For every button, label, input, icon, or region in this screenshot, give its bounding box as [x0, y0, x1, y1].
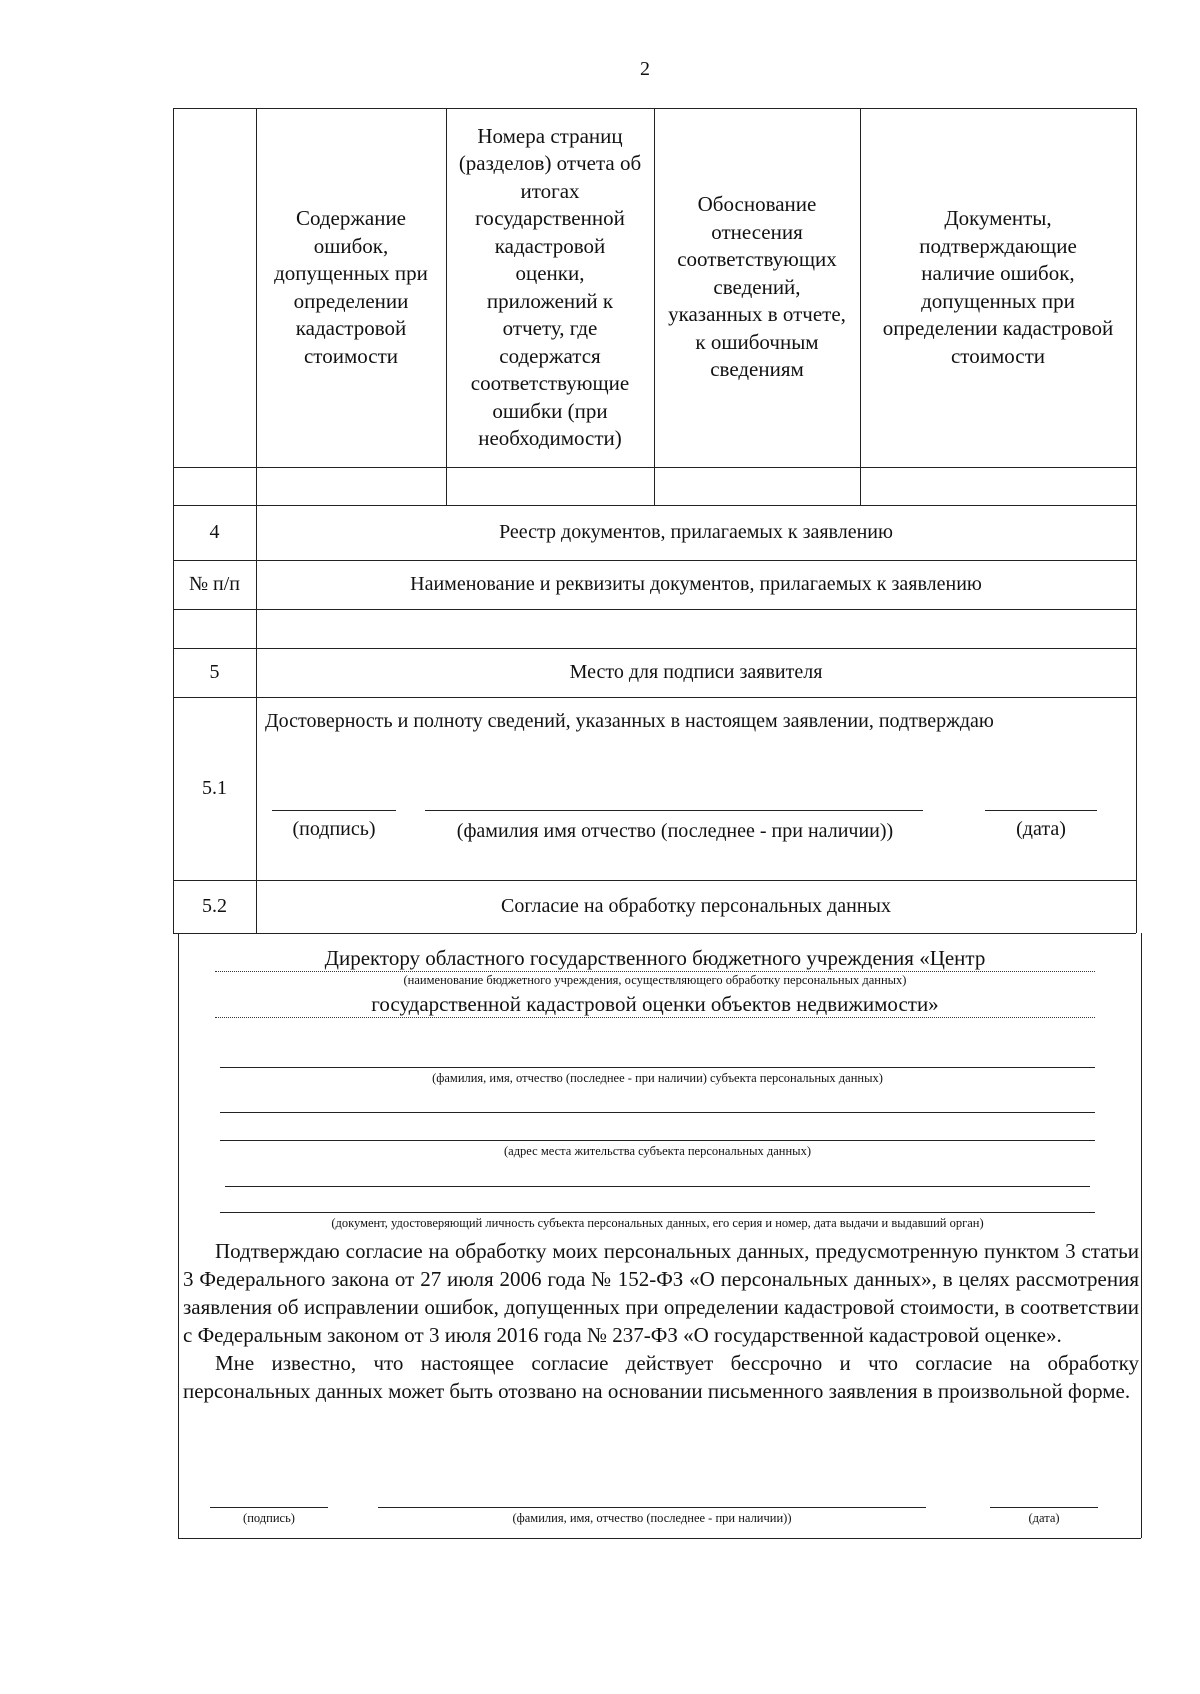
date-line[interactable] [985, 810, 1097, 811]
document-input-line-1[interactable] [225, 1186, 1090, 1187]
section-5-number: 5 [209, 661, 220, 683]
header-supporting-docs: Документы, подтверждающие наличие ошибок, допущенных при определении кадастровой стоимости [882, 206, 1114, 368]
consent-date-line[interactable] [990, 1507, 1098, 1508]
docs-title-header: Наименование и реквизиты документов, прилагаемых к заявлению [410, 573, 982, 595]
signature-label: (подпись) [292, 818, 376, 840]
consent-paragraph-1: Подтверждаю согласие на обработку моих персональных данных, предусмотренную пунктом 3 статьи 3 Федерального закона от 27 июля 2006 года № 152-ФЗ «О персональных данных», в целях рассмотрения заявления об исправлении ошибок, допущенных при определении кадастровой стоимости, в соответствии с Федеральным законом от 3 июля 2016 года № 237-ФЗ «О государственной кадастровой оценке». [183, 1239, 1139, 1347]
consent-text [183, 1237, 1139, 1405]
section-5-1-confirmation-text: Достоверность и полноту сведений, указанных в настоящем заявлении, подтверждаю [265, 710, 994, 732]
date-label: (дата) [1016, 818, 1066, 840]
fio-label: (фамилия имя отчество (последнее - при наличии)) [456, 820, 894, 842]
header-report-pages: Номера страниц (разделов) отчета об итогах государственной кадастровой оценки, приложений к отчету, где содержатся соответствующие ошибки (при необходимости) [458, 123, 642, 450]
section-5-title: Место для подписи заявителя [569, 661, 823, 683]
fio-input-line[interactable] [220, 1067, 1095, 1068]
consent-signature-line[interactable] [210, 1507, 328, 1508]
consent-fio-label: (фамилия, имя, отчество (последнее - при наличии)) [512, 1511, 792, 1525]
addressee-line-1: Директору областного государственного бюджетного учреждения «Центр [324, 946, 986, 970]
consent-date-label: (дата) [1028, 1511, 1060, 1525]
consent-paragraph-2: Мне известно, что настоящее согласие действует бессрочно и что согласие на обработку персональных данных может быть отозвано на основании письменного заявления в произвольной форме. [183, 1351, 1139, 1403]
section-4-title: Реестр документов, прилагаемых к заявлению [499, 521, 893, 543]
addressee-caption: (наименование бюджетного учреждения, осуществляющего обработку персональных данных) [403, 973, 907, 987]
document-caption: (документ, удостоверяющий личность субъекта персональных данных, его серия и номер, дата выдачи и выдавший орган) [331, 1216, 984, 1230]
address-input-line-1[interactable] [220, 1112, 1095, 1113]
consent-signature-label: (подпись) [243, 1511, 295, 1525]
header-errors-content: Содержание ошибок, допущенных при определении кадастровой стоимости [274, 206, 428, 368]
page-number: 2 [640, 58, 650, 80]
fio-line[interactable] [425, 810, 923, 811]
addressee-line-2: государственной кадастровой оценки объектов недвижимости» [371, 992, 939, 1016]
consent-fio-line[interactable] [378, 1507, 926, 1508]
signature-line[interactable] [272, 810, 396, 811]
section-4-number: 4 [209, 521, 220, 543]
section-5-1-number: 5.1 [202, 777, 227, 799]
address-input-line-2[interactable] [220, 1140, 1095, 1141]
header-justification: Обоснование отнесения соответствующих сведений, указанных в отчете, к ошибочным сведениям [668, 192, 846, 382]
fio-caption: (фамилия, имя, отчество (последнее - при наличии) субъекта персональных данных) [432, 1071, 883, 1085]
address-caption: (адрес места жительства субъекта персональных данных) [503, 1144, 811, 1158]
document-input-line-2[interactable] [220, 1212, 1095, 1213]
section-5-2-title: Согласие на обработку персональных данных [501, 895, 891, 917]
docs-number-header: № п/п [188, 573, 241, 595]
section-5-2-number: 5.2 [202, 895, 227, 917]
